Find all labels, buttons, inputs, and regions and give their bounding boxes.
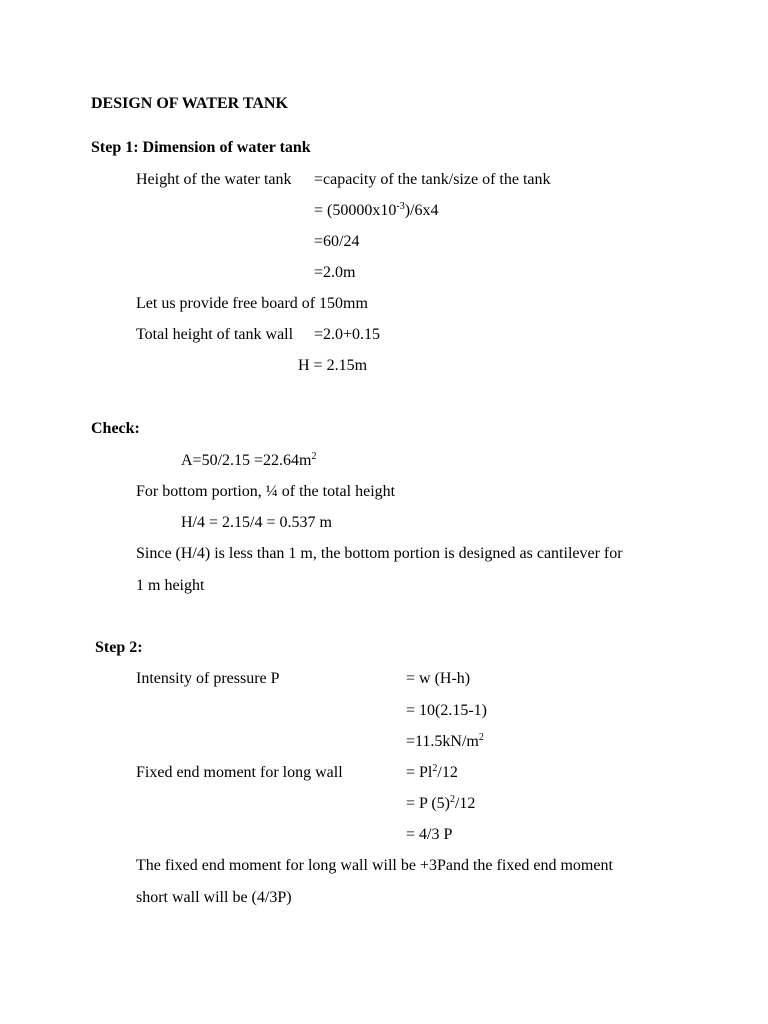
height-label: Height of the water tank [136, 171, 292, 188]
total-height-label: Total height of tank wall [136, 326, 294, 343]
page-title: DESIGN OF WATER TANK [91, 95, 288, 112]
pressure-label: Intensity of pressure P [136, 670, 280, 687]
height-equation: =capacity of the tank/size of the tank [314, 171, 551, 188]
pressure-eq-line-3: $=11.5kN/m^2$ [406, 732, 484, 750]
pressure-eq-line-1: = w (H-h) [406, 670, 471, 687]
fem-eq-line-1: = $Pl^2/12$ [406, 763, 458, 781]
fem-eq-line-3: = 4/3 P [406, 826, 453, 843]
fem-label: Fixed end moment for long wall [136, 764, 343, 781]
area-calc: $A=50/2.15 =22.64m^2$ [181, 451, 317, 469]
pressure-eq-line-2: = 10(2.15-1) [406, 702, 488, 719]
height-calc-line-4: =2.0m [314, 264, 356, 281]
freeboard-text: Let us provide free board of 150mm [136, 295, 368, 312]
check-heading: Check: [91, 420, 140, 437]
conclusion-line-2: short wall will be (4/3P) [136, 889, 292, 906]
height-calc-line-2: = $(50000x10^{-3})/6x4$ [314, 201, 439, 219]
since-text-line-1: Since (H/4) is less than 1 m, the bottom portion is designed as cantilever for [136, 545, 623, 562]
h4-calc: H/4 = 2.15/4 = 0.537 m [181, 514, 332, 531]
step1-heading: Step 1: Dimension of water tank [91, 139, 311, 156]
since-text-line-2: 1 m height [136, 577, 205, 594]
height-calc-line-3: =60/24 [314, 233, 360, 250]
bottom-portion-text: For bottom portion, ¼ of the total height [136, 483, 396, 500]
height-result: H = 2.15m [298, 357, 368, 374]
fem-eq-line-2: = P $(5)^2/12$ [406, 794, 476, 812]
total-height-equation: =2.0+0.15 [314, 326, 381, 343]
step2-heading: Step 2: [95, 639, 143, 656]
conclusion-line-1: The fixed end moment for long wall will be +3Pand the fixed end moment [136, 857, 613, 874]
